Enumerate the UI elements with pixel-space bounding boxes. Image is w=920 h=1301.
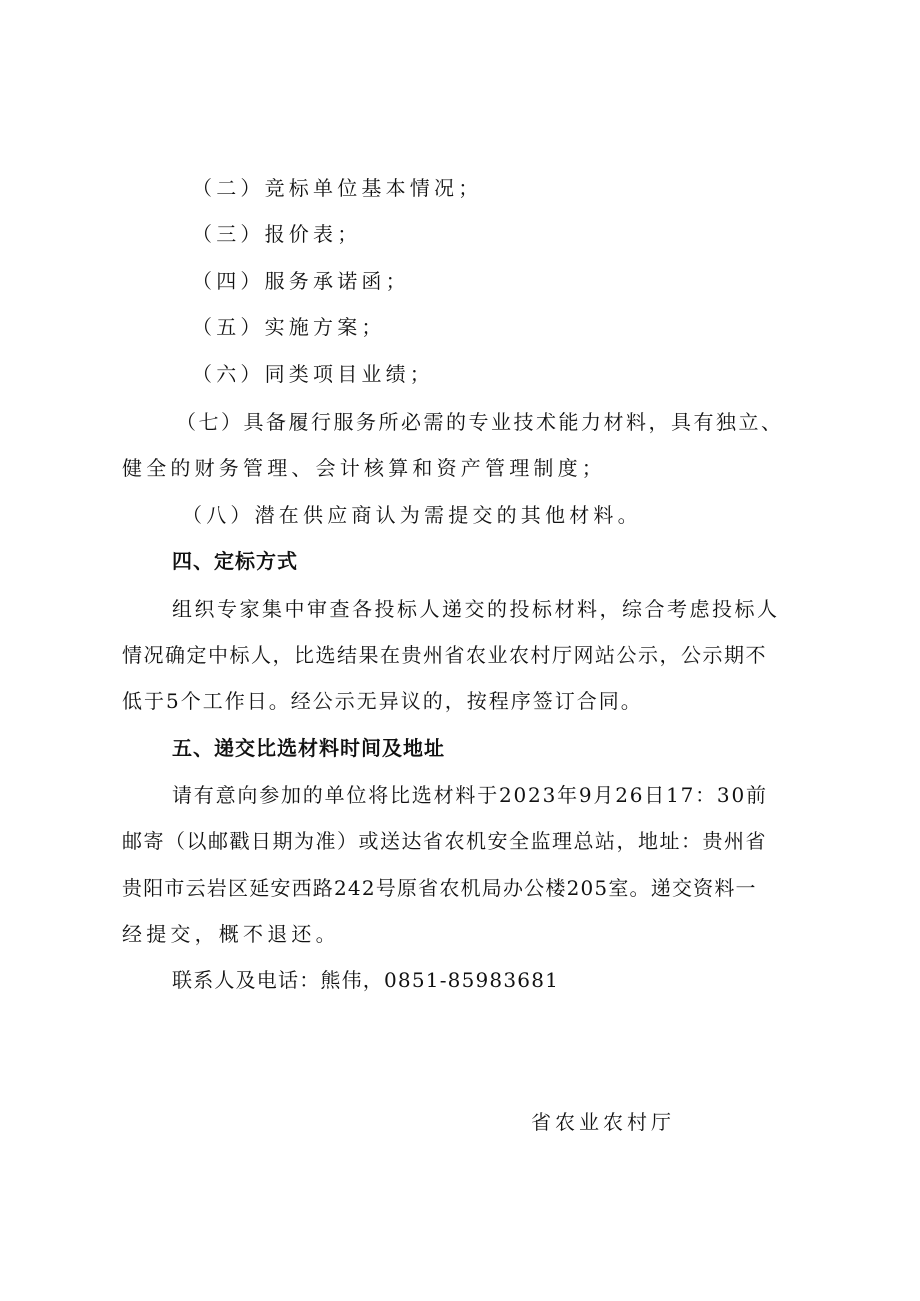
section-four-line-3: 低于5个工作日。经公示无异议的，按程序签订合同。 [122, 689, 643, 713]
item-seven-line-1: （七）具备履行服务所必需的专业技术能力材料，具有独立、 [176, 410, 784, 434]
section-four-line-1: 组织专家集中审查各投标人递交的投标材料，综合考虑投标人 [172, 597, 780, 621]
section-five-line-2: 邮寄（以邮戳日期为准）或送达省农机安全监理总站，地址：贵州省 [122, 829, 767, 853]
section-five-line-4: 经提交，概不退还。 [122, 922, 340, 946]
item-four: （四）服务承诺函； [192, 269, 410, 293]
section-four-heading: 四、定标方式 [172, 549, 298, 573]
item-two: （二）竞标单位基本情况； [192, 176, 483, 200]
section-five-line-3: 贵阳市云岩区延安西路242号原省农机局办公楼205室。递交资料一 [122, 876, 757, 900]
item-five: （五）实施方案； [192, 315, 386, 339]
section-four-line-2: 情况确定中标人，比选结果在贵州省农业农村厅网站公示，公示期不 [122, 643, 767, 667]
contact-line: 联系人及电话：熊伟，0851-85983681 [172, 968, 560, 992]
item-seven-line-2: 健全的财务管理、会计核算和资产管理制度； [122, 456, 606, 480]
section-five-heading: 五、递交比选材料时间及地址 [172, 736, 445, 760]
section-five-line-1: 请有意向参加的单位将比选材料于2023年9月26日17：30前 [172, 783, 768, 807]
signature: 省农业农村厅 [531, 1110, 675, 1134]
item-three: （三）报价表； [192, 222, 362, 246]
item-six: （六）同类项目业绩； [192, 362, 434, 386]
item-eight: （八）潜在供应商认为需提交的其他材料。 [182, 503, 642, 527]
